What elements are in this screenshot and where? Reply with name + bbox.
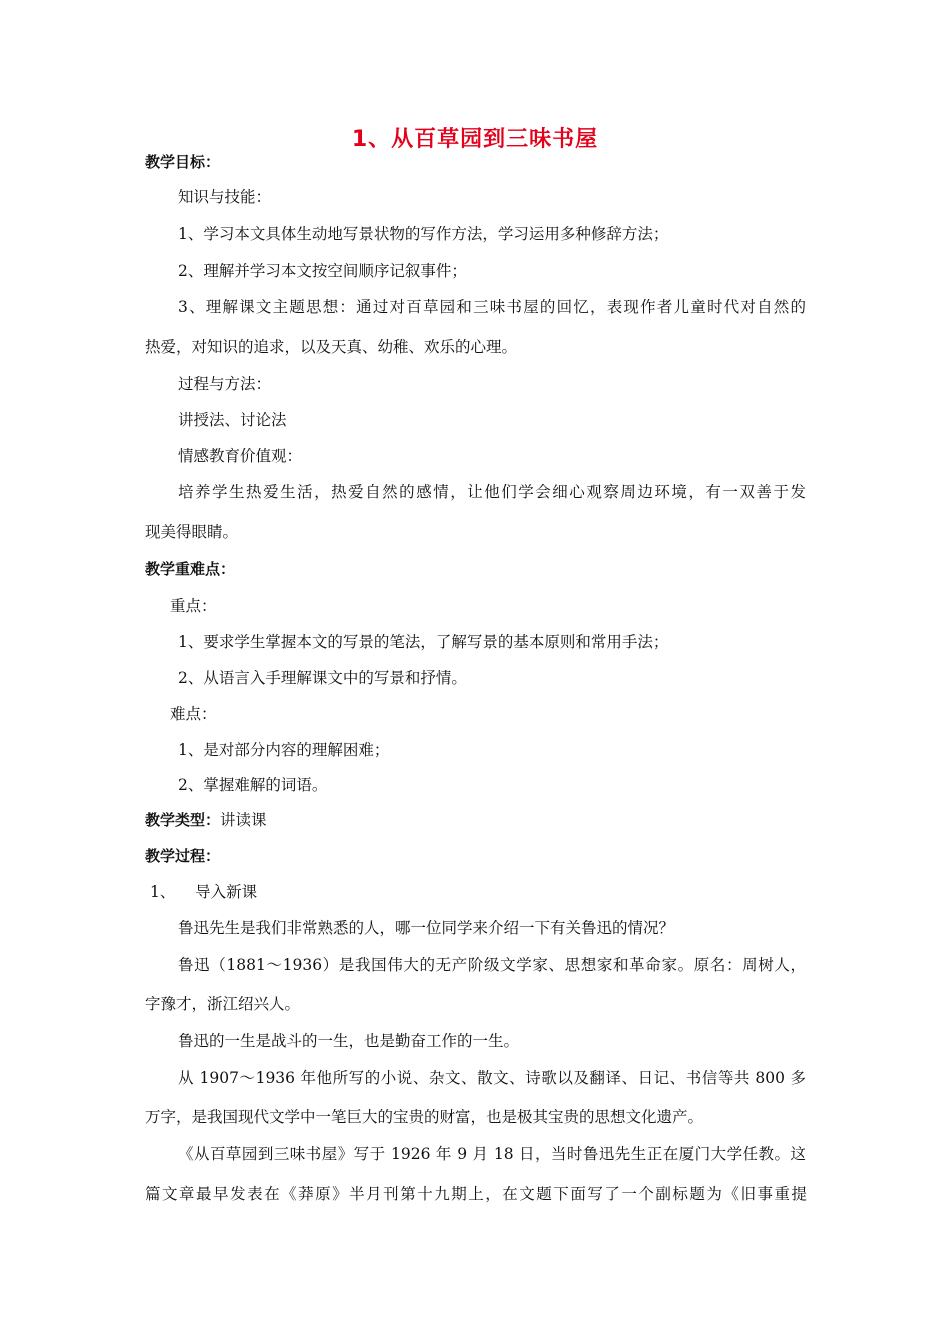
process-method-heading: 过程与方法： — [178, 375, 272, 393]
type-line — [145, 810, 267, 830]
paragraph-4-line-1: 从 1907～1936 年他所写的小说、杂文、散文、诗歌以及翻译、日记、书信等共 800 多 — [178, 1069, 806, 1087]
paragraph-3: 鲁迅的一生是战斗的一生，也是勤奋工作的一生。 — [178, 1032, 520, 1050]
focus-item-2: 2、从语言入手理解课文中的写景和抒情。 — [178, 669, 467, 687]
difficulty-item-2: 2、掌握难解的词语。 — [178, 776, 328, 794]
type-value: 讲读课 — [220, 811, 267, 829]
document-title: 1、从百草园到三味书屋 — [351, 127, 599, 152]
paragraph-4-line-2: 万字，是我国现代文学中一笔巨大的宝贵的财富，也是极其宝贵的思想文化遗产。 — [145, 1108, 704, 1126]
objectives-heading: 教学目标： — [145, 153, 221, 171]
focus-heading: 重点： — [170, 597, 217, 615]
paragraph-5-line-1: 《从百草园到三味书屋》写于 1926 年 9 月 18 日，当时鲁迅先生正在厦门大学任教。这 — [178, 1145, 806, 1163]
emotion-text-line-2: 现美得眼睛。 — [145, 523, 239, 541]
step-1-heading: 1、 导入新课 — [150, 883, 258, 901]
emotion-heading: 情感教育价值观： — [178, 447, 303, 465]
difficulty-item-1: 1、是对部分内容的理解困难； — [178, 741, 390, 759]
knowledge-heading: 知识与技能： — [178, 188, 272, 206]
knowledge-item-3-line-2: 热爱，对知识的追求，以及天真、幼稚、欢乐的心理。 — [145, 338, 518, 356]
process-method-text: 讲授法、讨论法 — [178, 411, 287, 429]
knowledge-item-1: 1、学习本文具体生动地写景状物的写作方法，学习运用多种修辞方法； — [178, 225, 669, 243]
knowledge-item-3-line-1: 3、理解课文主题思想：通过对百草园和三味书屋的回忆，表现作者儿童时代对自然的 — [178, 298, 806, 316]
paragraph-2-line-2: 字豫才，浙江绍兴人。 — [145, 995, 301, 1013]
paragraph-5-line-2: 篇文章最早发表在《莽原》半月刊第十九期上，在文题下面写了一个副标题为《旧事重提 — [145, 1185, 807, 1203]
key-points-heading: 教学重难点： — [145, 560, 236, 578]
knowledge-item-2: 2、理解并学习本文按空间顺序记叙事件； — [178, 262, 467, 280]
difficulty-heading: 难点： — [170, 705, 217, 723]
process-heading: 教学过程： — [145, 847, 221, 865]
emotion-text-line-1: 培养学生热爱生活，热爱自然的感情，让他们学会细心观察周边环境，有一双善于发 — [178, 483, 806, 501]
focus-item-1: 1、要求学生掌握本文的写景的笔法，了解写景的基本原则和常用手法； — [178, 633, 669, 651]
paragraph-2-line-1: 鲁迅（1881～1936）是我国伟大的无产阶级文学家、思想家和革命家。原名：周树人， — [178, 956, 806, 974]
paragraph-1: 鲁迅先生是我们非常熟悉的人，哪一位同学来介绍一下有关鲁迅的情况？ — [178, 919, 675, 937]
type-label: 教学类型： — [145, 811, 221, 829]
